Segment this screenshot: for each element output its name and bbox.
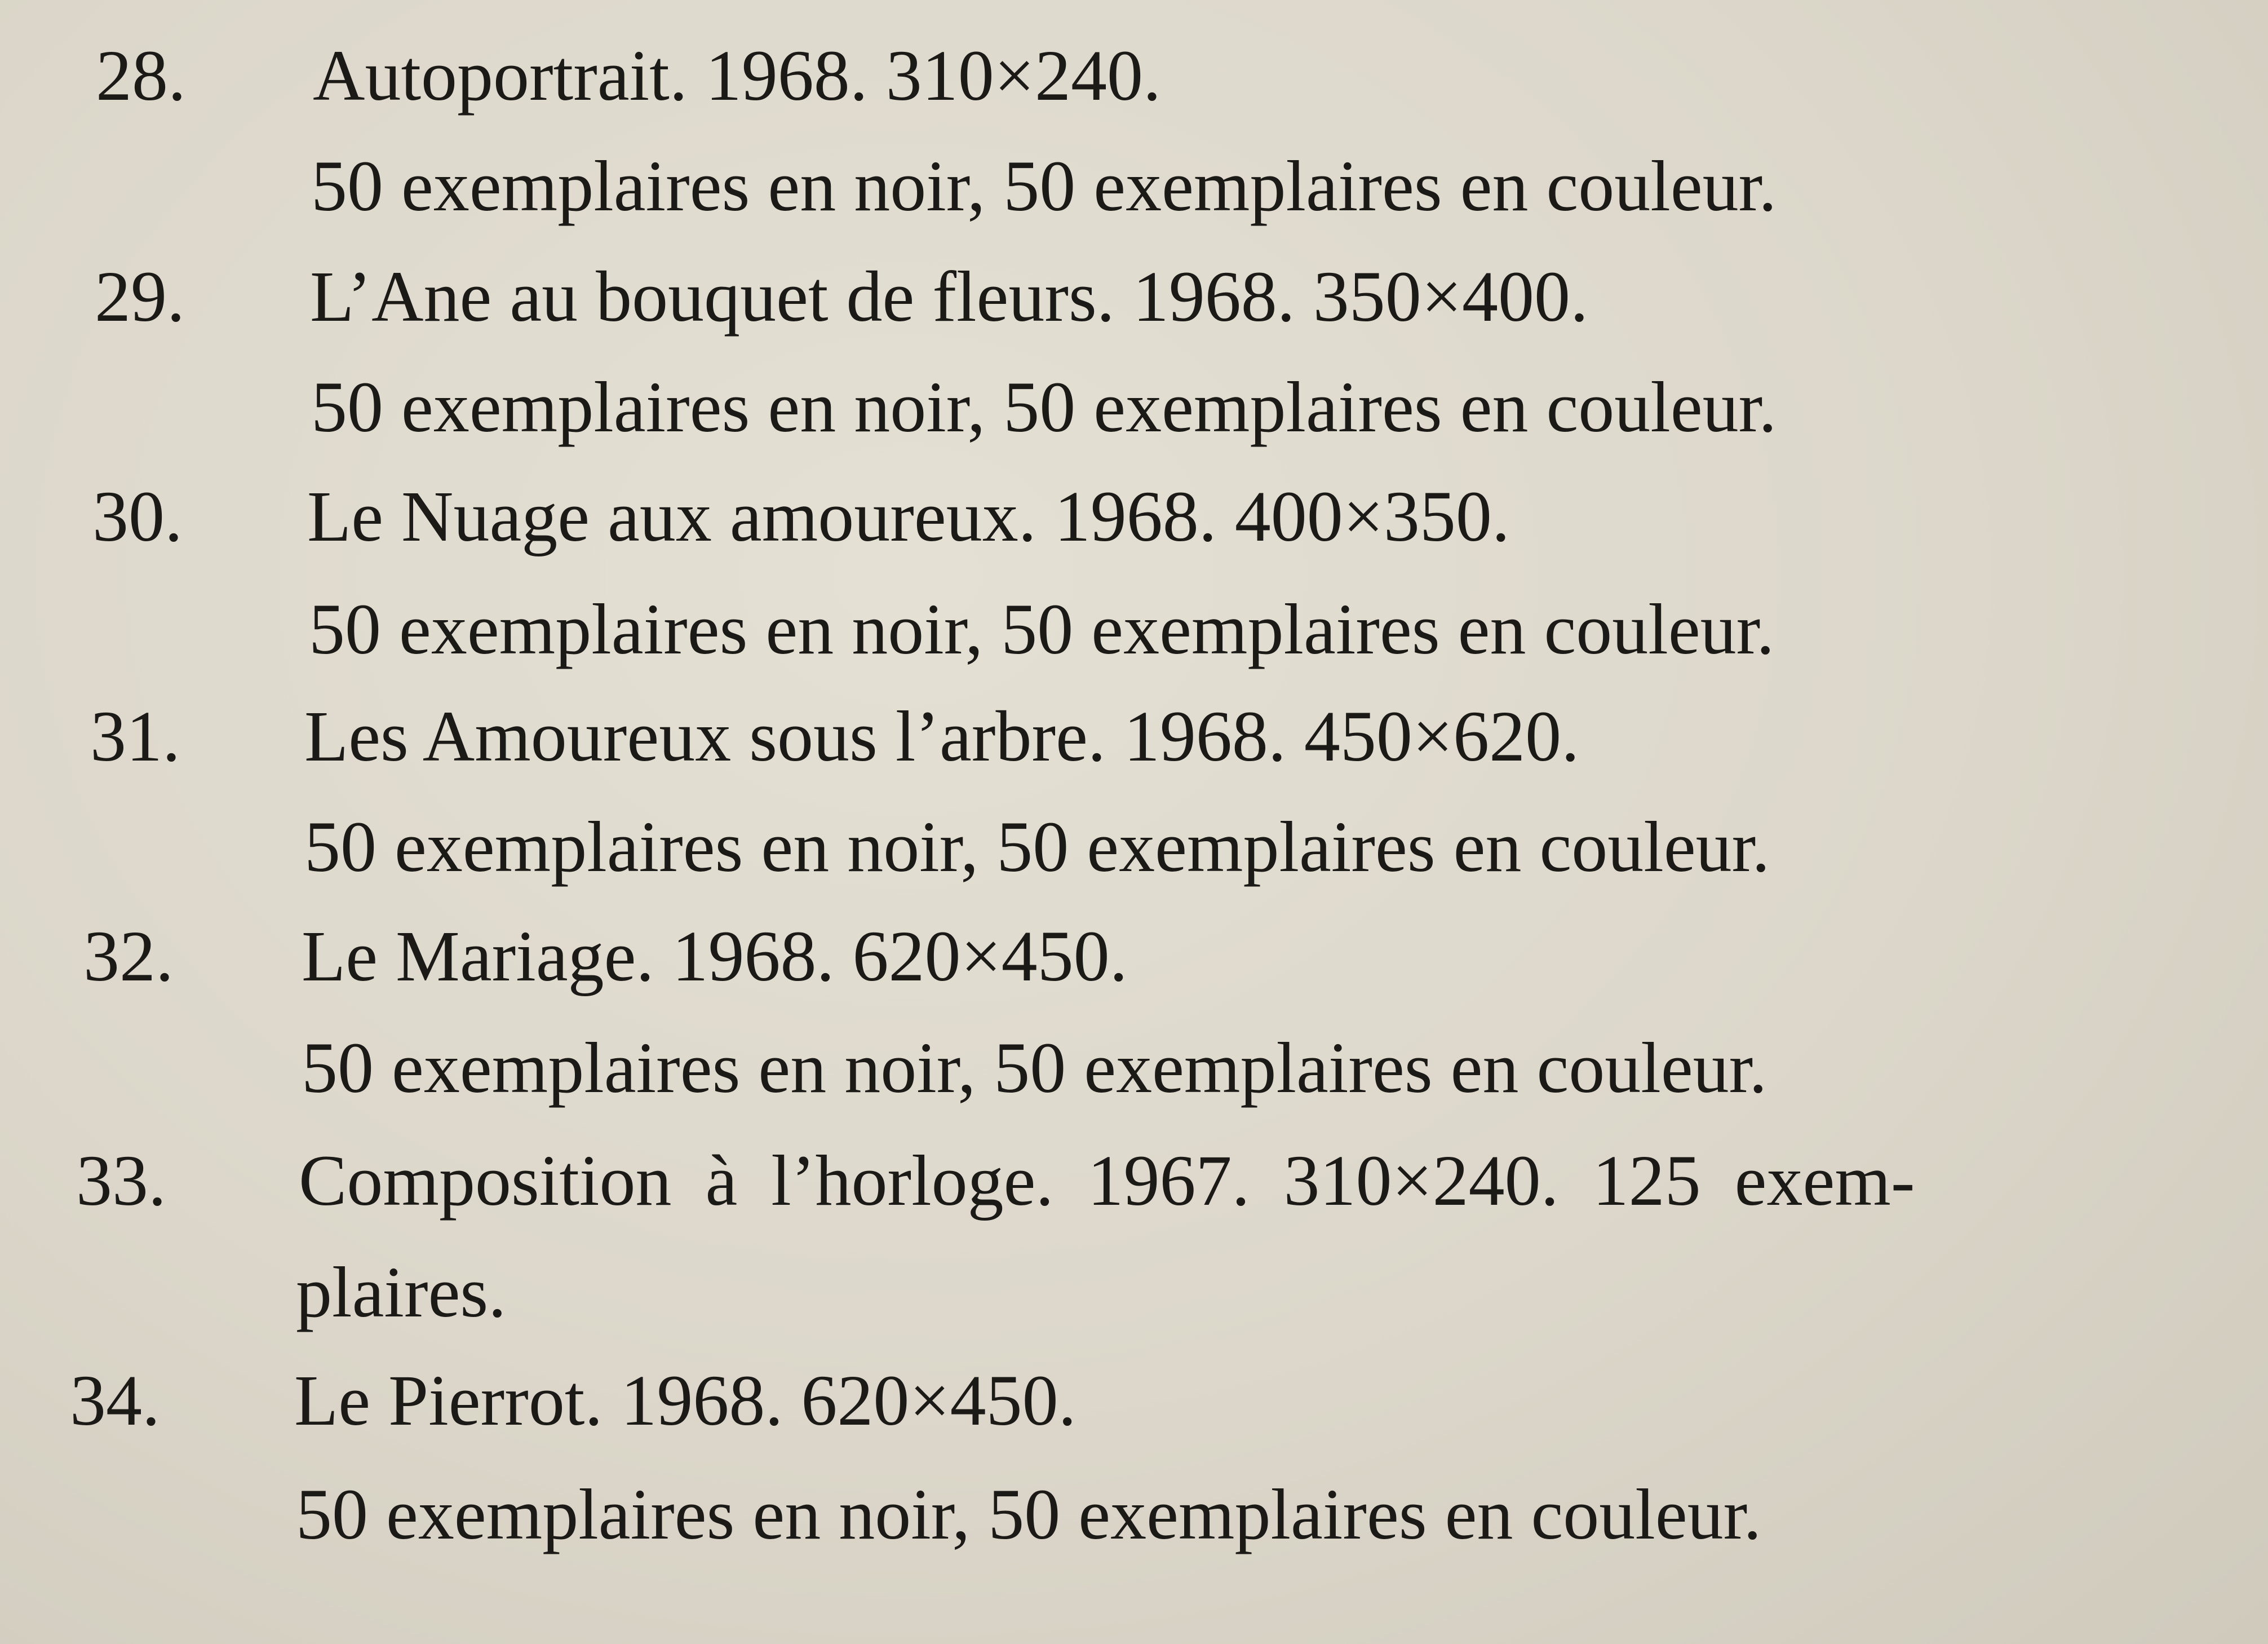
- entry-title: L’Ane au bouquet de fleurs. 1968. 350×400.: [310, 257, 1588, 337]
- entry-number: 29.: [95, 257, 185, 337]
- entry-detail: 50 exemplaires en noir, 50 exemplaires en couleur.: [311, 367, 1777, 447]
- entry-detail: 50 exemplaires en noir, 50 exemplaires en couleur.: [309, 589, 1775, 669]
- entry-number: 30.: [92, 476, 183, 556]
- entry-title: Le Nuage aux amoureux. 1968. 400×350.: [307, 476, 1510, 556]
- entry-detail: 50 exemplaires en noir, 50 exemplaires en couleur.: [296, 1474, 1762, 1554]
- entry-number: 33.: [76, 1141, 166, 1221]
- entry-title: Composition à l’horloge. 1967. 310×240. 125 exem-: [299, 1141, 1915, 1221]
- entry-title: Autoportrait. 1968. 310×240.: [313, 36, 1161, 116]
- entry-detail: 50 exemplaires en noir, 50 exemplaires en couleur.: [304, 807, 1770, 887]
- entry-title: Le Mariage. 1968. 620×450.: [302, 916, 1128, 996]
- entry-title: Les Amoureux sous l’arbre. 1968. 450×620.: [304, 696, 1580, 776]
- entry-detail: plaires.: [296, 1252, 507, 1332]
- entry-number: 32.: [83, 916, 174, 996]
- entry-number: 28.: [96, 36, 186, 116]
- entry-detail: 50 exemplaires en noir, 50 exemplaires en couleur.: [311, 146, 1777, 226]
- entry-number: 31.: [90, 696, 180, 776]
- entry-number: 34.: [70, 1360, 160, 1440]
- entry-detail: 50 exemplaires en noir, 50 exemplaires en couleur.: [302, 1028, 1768, 1108]
- entry-title: Le Pierrot. 1968. 620×450.: [294, 1360, 1077, 1440]
